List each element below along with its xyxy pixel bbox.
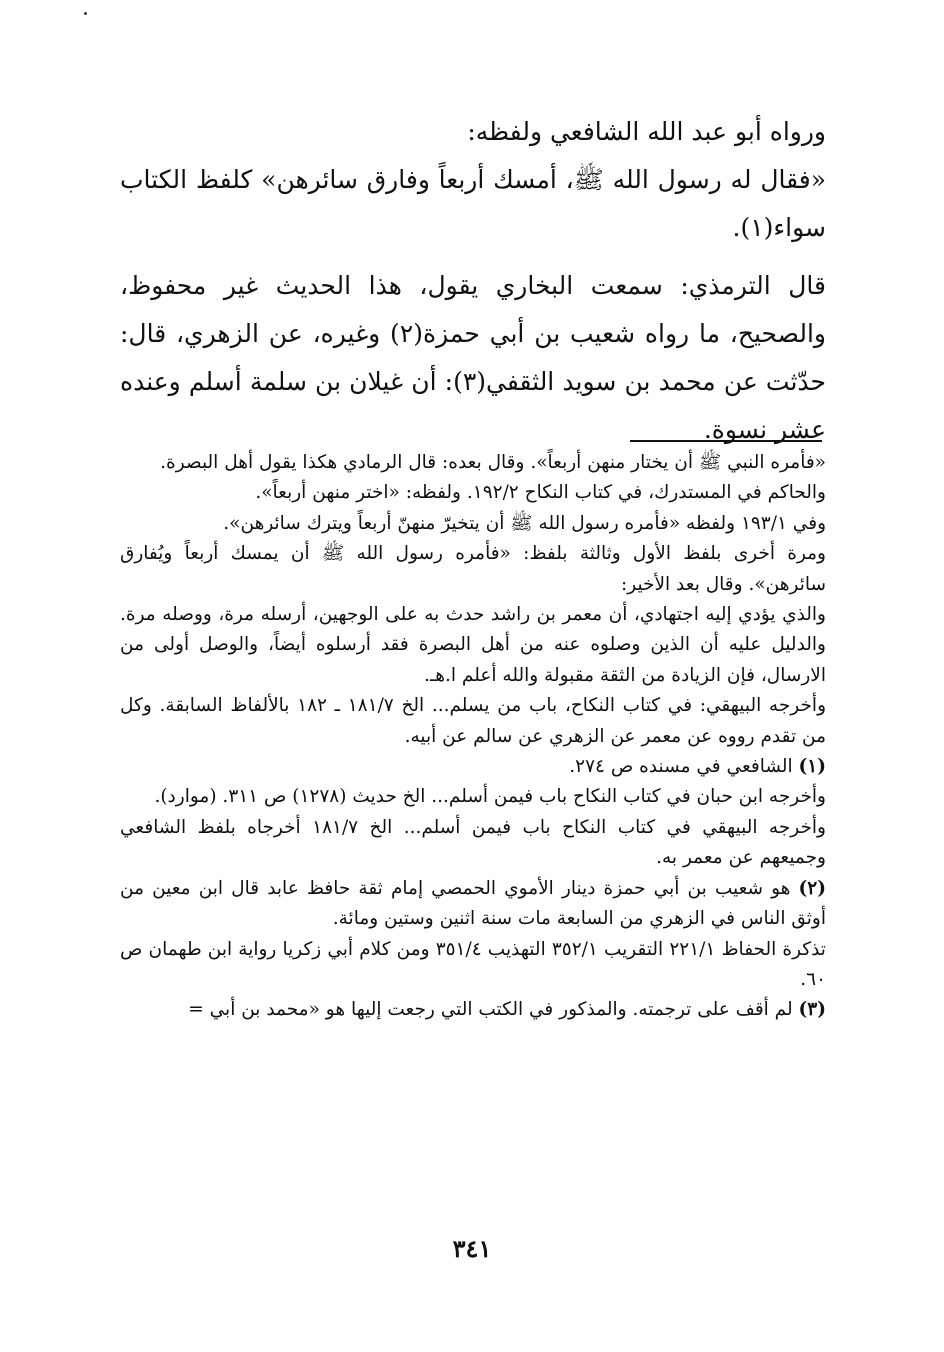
page-number: ٣٤١	[452, 1234, 492, 1263]
footnote-text: هو شعيب بن أبي حمزة دينار الأموي الحمصي إمام ثقة حافظ عابد قال ابن معين من أوثق الناس في الزهري من السابعة مات سنة اثنين وستين ومائة.	[120, 877, 826, 930]
footnote-text: لم أقف على ترجمته. والمذكور في الكتب التي رجعت إليها هو «محمد بن أبي =	[188, 999, 793, 1021]
footnote-3	[120, 995, 826, 1025]
footnote-line: والحاكم في المستدرك، في كتاب النكاح ١٩٢/٢. ولفظه: «اختر منهن أربعاً».	[255, 482, 826, 504]
footnote-line: وأخرجه البيهقي في كتاب النكاح باب فيمن أسلم... الخ ١٨١/٧ أخرجاه بلفظ الشافعي وجميعهم عن معمر به.	[120, 816, 826, 869]
main-text	[120, 108, 826, 454]
footnote-line: «فأمره النبي ﷺ أن يختار منهن أربعاً». وقال بعده: قال الرمادي هكذا يقول أهل البصرة.	[160, 452, 826, 473]
footnote-line: وفي ١٩٣/١ ولفظه «فأمره رسول الله ﷺ أن يتخيرّ منهنّ أربعاً ويترك سائرهن».	[223, 512, 826, 534]
footnote-number: (٢)	[798, 877, 826, 899]
footnote-line: وأخرجه ابن حبان في كتاب النكاح باب فيمن أسلم... الخ حديث (١٢٧٨) ص ٣١١. (موارد).	[154, 786, 826, 808]
footnote-number: (٣)	[798, 999, 826, 1021]
footnote-number: (١)	[798, 756, 826, 778]
footnote-line: وأخرجه البيهقي: في كتاب النكاح، باب من يسلم... الخ ١٨١/٧ ـ ١٨٢ بالألفاظ السابقة. وكل من تقدم رووه عن معمر عن الزهري عن سالم عن أبيه.	[120, 695, 827, 747]
main-paragraph: قال الترمذي: سمعت البخاري يقول، هذا الحديث غير محفوظ، والصحيح، ما رواه شعيب بن أبي حمزة(٢) وغيره، عن الزهري، قال: حدّثت عن محمد بن سويد الثقفي(٣): أن غيلان بن سلمة أسلم وعنده عشر نسوة.	[120, 271, 827, 444]
footnote-2	[120, 874, 826, 935]
footnote-line: ومرة أخرى بلفظ الأول وثالثة بلفظ: «فأمره رسول الله ﷺ أن يمسك أربعاً ويُفارق سائرهن». وقال بعد الأخير:	[120, 543, 826, 595]
footnote-separator	[630, 440, 822, 442]
main-paragraph: «فقال له رسول الله ﷺ، أمسك أربعاً وفارق سائرهن» كلفظ الكتاب سواء(١).	[120, 165, 826, 242]
footnote-1	[120, 752, 826, 782]
main-paragraph: ورواه أبو عبد الله الشافعي ولفظه:	[467, 117, 826, 146]
footnote-line: والذي يؤدي إليه اجتهادي، أن معمر بن راشد حدث به على الوجهين، أرسله مرة، ووصله مرة. والدليل عليه أن الذين وصلوه عنه من أهل البصرة فقد أرسلوه أيضاً، والوصل أولى من الارسال، فإن الزيادة من الثقة مقبولة والله أعلم ا.هـ.	[120, 604, 826, 686]
footnote-text: الشافعي في مسنده ص ٢٧٤.	[569, 756, 793, 778]
scan-speck	[84, 12, 87, 15]
footnotes	[120, 448, 826, 1026]
footnote-line: تذكرة الحفاظ ٢٢١/١ التقريب ٣٥٢/١ التهذيب ٣٥١/٤ ومن كلام أبي زكريا رواية ابن طهمان ص ٦٠.	[120, 938, 826, 990]
